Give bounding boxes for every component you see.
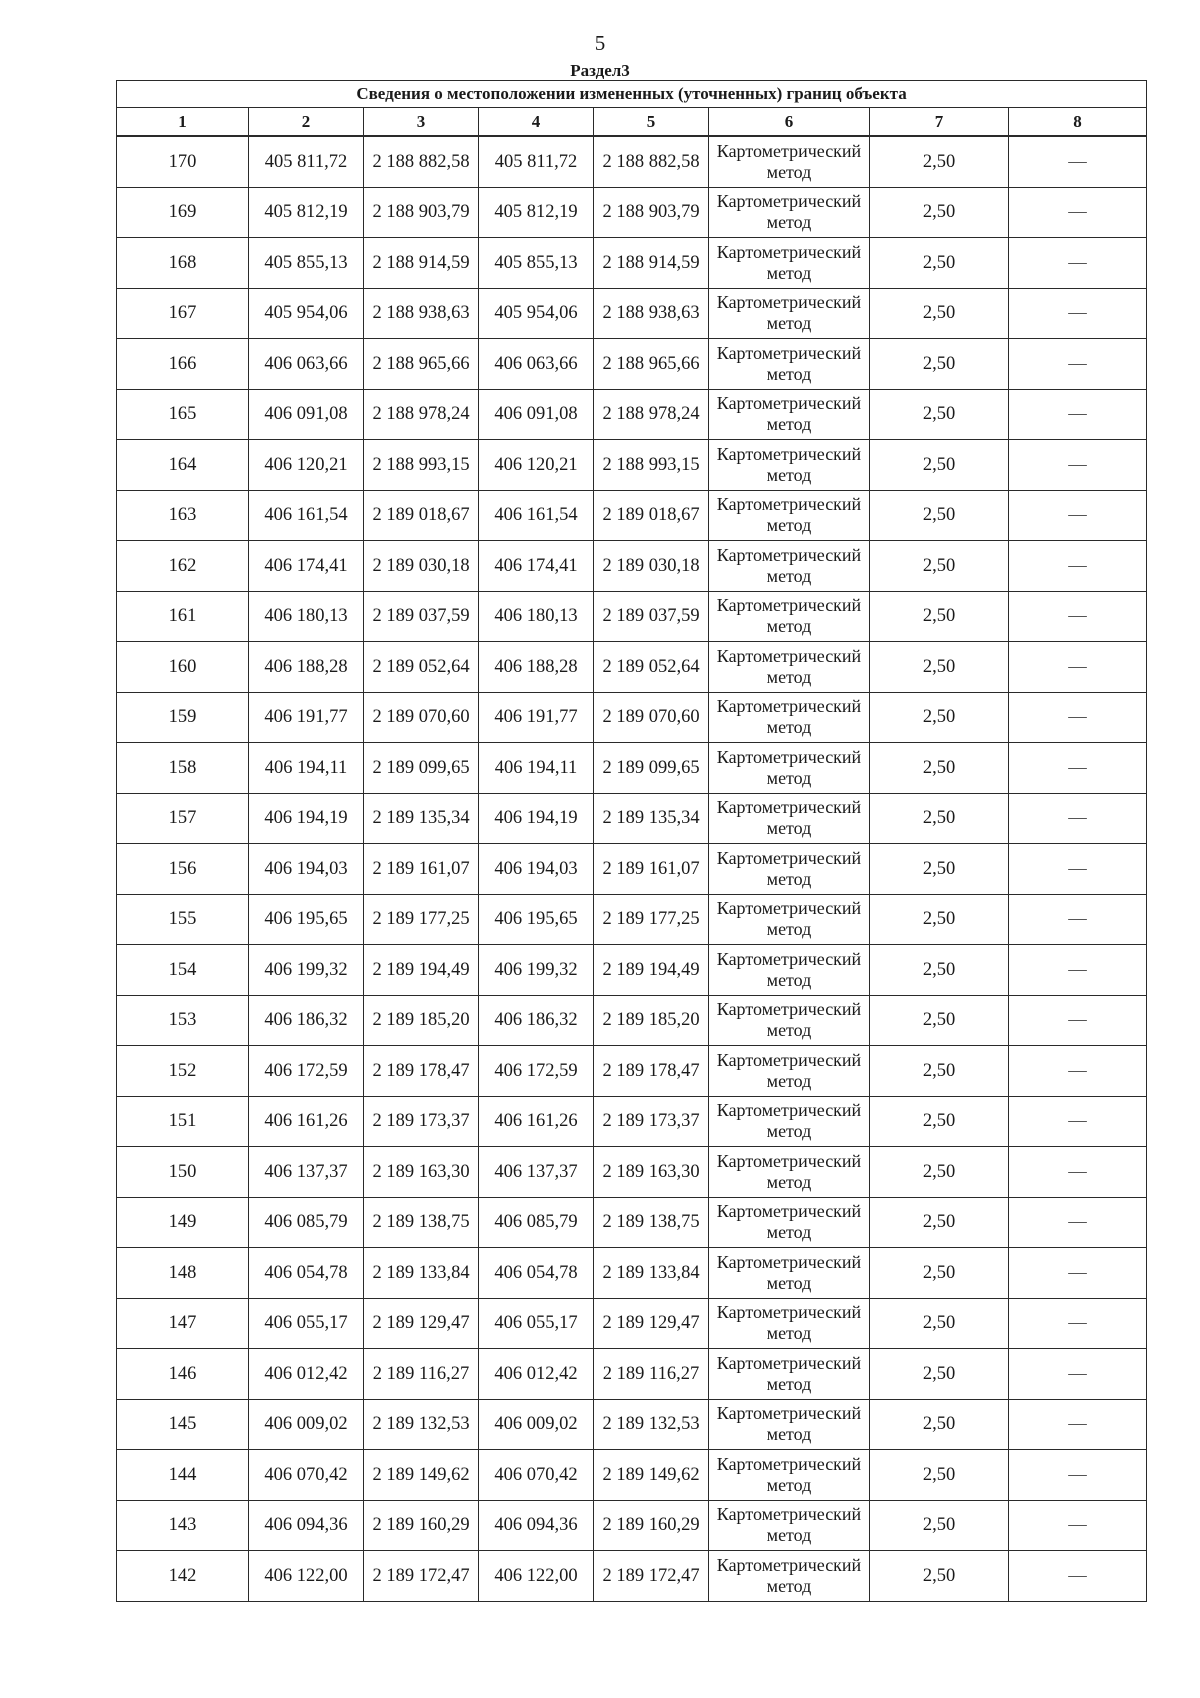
determination-method-cell: Картометрический метод bbox=[709, 1450, 870, 1501]
y-coordinate-refined-cell: 2 189 037,59 bbox=[594, 591, 709, 642]
determination-method-cell: Картометрический метод bbox=[709, 1248, 870, 1299]
note-cell: — bbox=[1009, 692, 1147, 743]
accuracy-cell: 2,50 bbox=[870, 238, 1009, 289]
determination-method-cell: Картометрический метод bbox=[709, 1349, 870, 1400]
determination-method-cell: Картометрический метод bbox=[709, 1096, 870, 1147]
table-row bbox=[117, 642, 1147, 693]
table-row bbox=[117, 490, 1147, 541]
determination-method-cell: Картометрический метод bbox=[709, 136, 870, 187]
y-coordinate-existing-cell: 2 189 177,25 bbox=[364, 894, 479, 945]
y-coordinate-refined-cell: 2 189 116,27 bbox=[594, 1349, 709, 1400]
determination-method-cell: Картометрический метод bbox=[709, 793, 870, 844]
x-coordinate-existing-cell: 406 186,32 bbox=[249, 995, 364, 1046]
point-number-cell: 152 bbox=[117, 1046, 249, 1097]
x-coordinate-refined-cell: 406 063,66 bbox=[479, 339, 594, 390]
x-coordinate-refined-cell: 406 122,00 bbox=[479, 1551, 594, 1602]
note-cell: — bbox=[1009, 1399, 1147, 1450]
x-coordinate-refined-cell: 406 188,28 bbox=[479, 642, 594, 693]
y-coordinate-existing-cell: 2 189 149,62 bbox=[364, 1450, 479, 1501]
x-coordinate-existing-cell: 406 054,78 bbox=[249, 1248, 364, 1299]
x-coordinate-refined-cell: 406 194,19 bbox=[479, 793, 594, 844]
point-number-cell: 150 bbox=[117, 1147, 249, 1198]
point-number-cell: 143 bbox=[117, 1500, 249, 1551]
note-cell: — bbox=[1009, 1096, 1147, 1147]
y-coordinate-refined-cell: 2 189 173,37 bbox=[594, 1096, 709, 1147]
table-row bbox=[117, 1298, 1147, 1349]
note-cell: — bbox=[1009, 894, 1147, 945]
y-coordinate-existing-cell: 2 189 037,59 bbox=[364, 591, 479, 642]
determination-method-cell: Картометрический метод bbox=[709, 1551, 870, 1602]
y-coordinate-existing-cell: 2 189 132,53 bbox=[364, 1399, 479, 1450]
column-number: 5 bbox=[594, 108, 709, 137]
y-coordinate-refined-cell: 2 189 133,84 bbox=[594, 1248, 709, 1299]
x-coordinate-existing-cell: 405 812,19 bbox=[249, 187, 364, 238]
table-row bbox=[117, 541, 1147, 592]
accuracy-cell: 2,50 bbox=[870, 793, 1009, 844]
point-number-cell: 156 bbox=[117, 844, 249, 895]
y-coordinate-existing-cell: 2 188 938,63 bbox=[364, 288, 479, 339]
table-row bbox=[117, 1248, 1147, 1299]
table-row bbox=[117, 389, 1147, 440]
accuracy-cell: 2,50 bbox=[870, 1096, 1009, 1147]
x-coordinate-refined-cell: 406 120,21 bbox=[479, 440, 594, 491]
determination-method-cell: Картометрический метод bbox=[709, 591, 870, 642]
y-coordinate-existing-cell: 2 189 138,75 bbox=[364, 1197, 479, 1248]
point-number-cell: 159 bbox=[117, 692, 249, 743]
note-cell: — bbox=[1009, 136, 1147, 187]
accuracy-cell: 2,50 bbox=[870, 692, 1009, 743]
table-row bbox=[117, 692, 1147, 743]
x-coordinate-refined-cell: 406 054,78 bbox=[479, 1248, 594, 1299]
y-coordinate-existing-cell: 2 189 018,67 bbox=[364, 490, 479, 541]
column-number: 8 bbox=[1009, 108, 1147, 137]
x-coordinate-existing-cell: 405 855,13 bbox=[249, 238, 364, 289]
table-row bbox=[117, 1046, 1147, 1097]
determination-method-cell: Картометрический метод bbox=[709, 1197, 870, 1248]
x-coordinate-refined-cell: 406 186,32 bbox=[479, 995, 594, 1046]
table-row bbox=[117, 238, 1147, 289]
y-coordinate-existing-cell: 2 189 160,29 bbox=[364, 1500, 479, 1551]
determination-method-cell: Картометрический метод bbox=[709, 844, 870, 895]
y-coordinate-refined-cell: 2 189 138,75 bbox=[594, 1197, 709, 1248]
note-cell: — bbox=[1009, 945, 1147, 996]
accuracy-cell: 2,50 bbox=[870, 440, 1009, 491]
y-coordinate-existing-cell: 2 188 903,79 bbox=[364, 187, 479, 238]
note-cell: — bbox=[1009, 490, 1147, 541]
table-row bbox=[117, 995, 1147, 1046]
note-cell: — bbox=[1009, 642, 1147, 693]
note-cell: — bbox=[1009, 1046, 1147, 1097]
x-coordinate-existing-cell: 406 194,11 bbox=[249, 743, 364, 794]
note-cell: — bbox=[1009, 1248, 1147, 1299]
accuracy-cell: 2,50 bbox=[870, 1551, 1009, 1602]
x-coordinate-existing-cell: 406 194,03 bbox=[249, 844, 364, 895]
accuracy-cell: 2,50 bbox=[870, 1197, 1009, 1248]
y-coordinate-existing-cell: 2 189 163,30 bbox=[364, 1147, 479, 1198]
determination-method-cell: Картометрический метод bbox=[709, 490, 870, 541]
x-coordinate-refined-cell: 406 091,08 bbox=[479, 389, 594, 440]
point-number-cell: 165 bbox=[117, 389, 249, 440]
y-coordinate-existing-cell: 2 189 099,65 bbox=[364, 743, 479, 794]
y-coordinate-existing-cell: 2 189 194,49 bbox=[364, 945, 479, 996]
table-row bbox=[117, 136, 1147, 187]
x-coordinate-refined-cell: 406 191,77 bbox=[479, 692, 594, 743]
note-cell: — bbox=[1009, 238, 1147, 289]
determination-method-cell: Картометрический метод bbox=[709, 1399, 870, 1450]
table-row bbox=[117, 1500, 1147, 1551]
point-number-cell: 144 bbox=[117, 1450, 249, 1501]
x-coordinate-existing-cell: 406 063,66 bbox=[249, 339, 364, 390]
y-coordinate-refined-cell: 2 189 052,64 bbox=[594, 642, 709, 693]
x-coordinate-existing-cell: 406 195,65 bbox=[249, 894, 364, 945]
accuracy-cell: 2,50 bbox=[870, 591, 1009, 642]
accuracy-cell: 2,50 bbox=[870, 894, 1009, 945]
y-coordinate-refined-cell: 2 188 978,24 bbox=[594, 389, 709, 440]
table-row bbox=[117, 793, 1147, 844]
y-coordinate-refined-cell: 2 188 965,66 bbox=[594, 339, 709, 390]
y-coordinate-refined-cell: 2 189 018,67 bbox=[594, 490, 709, 541]
x-coordinate-existing-cell: 406 122,00 bbox=[249, 1551, 364, 1602]
determination-method-cell: Картометрический метод bbox=[709, 995, 870, 1046]
table-row bbox=[117, 1147, 1147, 1198]
y-coordinate-existing-cell: 2 188 978,24 bbox=[364, 389, 479, 440]
table-row bbox=[117, 1450, 1147, 1501]
y-coordinate-refined-cell: 2 188 938,63 bbox=[594, 288, 709, 339]
x-coordinate-refined-cell: 406 085,79 bbox=[479, 1197, 594, 1248]
y-coordinate-existing-cell: 2 189 052,64 bbox=[364, 642, 479, 693]
y-coordinate-refined-cell: 2 189 177,25 bbox=[594, 894, 709, 945]
y-coordinate-existing-cell: 2 189 129,47 bbox=[364, 1298, 479, 1349]
y-coordinate-existing-cell: 2 188 993,15 bbox=[364, 440, 479, 491]
y-coordinate-existing-cell: 2 189 030,18 bbox=[364, 541, 479, 592]
point-number-cell: 169 bbox=[117, 187, 249, 238]
determination-method-cell: Картометрический метод bbox=[709, 288, 870, 339]
column-number: 2 bbox=[249, 108, 364, 137]
note-cell: — bbox=[1009, 995, 1147, 1046]
y-coordinate-refined-cell: 2 189 161,07 bbox=[594, 844, 709, 895]
y-coordinate-existing-cell: 2 188 914,59 bbox=[364, 238, 479, 289]
point-number-cell: 146 bbox=[117, 1349, 249, 1400]
point-number-cell: 147 bbox=[117, 1298, 249, 1349]
determination-method-cell: Картометрический метод bbox=[709, 1298, 870, 1349]
table-row bbox=[117, 1551, 1147, 1602]
table-row bbox=[117, 339, 1147, 390]
point-number-cell: 168 bbox=[117, 238, 249, 289]
note-cell: — bbox=[1009, 1298, 1147, 1349]
note-cell: — bbox=[1009, 743, 1147, 794]
y-coordinate-refined-cell: 2 189 099,65 bbox=[594, 743, 709, 794]
y-coordinate-existing-cell: 2 189 116,27 bbox=[364, 1349, 479, 1400]
column-number: 1 bbox=[117, 108, 249, 137]
table-row bbox=[117, 1197, 1147, 1248]
table-row bbox=[117, 187, 1147, 238]
table-row bbox=[117, 743, 1147, 794]
accuracy-cell: 2,50 bbox=[870, 1349, 1009, 1400]
note-cell: — bbox=[1009, 844, 1147, 895]
x-coordinate-refined-cell: 406 094,36 bbox=[479, 1500, 594, 1551]
table-row bbox=[117, 844, 1147, 895]
x-coordinate-refined-cell: 406 161,26 bbox=[479, 1096, 594, 1147]
determination-method-cell: Картометрический метод bbox=[709, 1500, 870, 1551]
x-coordinate-existing-cell: 406 009,02 bbox=[249, 1399, 364, 1450]
accuracy-cell: 2,50 bbox=[870, 541, 1009, 592]
y-coordinate-refined-cell: 2 188 914,59 bbox=[594, 238, 709, 289]
note-cell: — bbox=[1009, 793, 1147, 844]
point-number-cell: 155 bbox=[117, 894, 249, 945]
x-coordinate-refined-cell: 406 012,42 bbox=[479, 1349, 594, 1400]
y-coordinate-refined-cell: 2 189 185,20 bbox=[594, 995, 709, 1046]
point-number-cell: 154 bbox=[117, 945, 249, 996]
x-coordinate-refined-cell: 406 137,37 bbox=[479, 1147, 594, 1198]
x-coordinate-refined-cell: 405 812,19 bbox=[479, 187, 594, 238]
section-title: Раздел3 bbox=[570, 61, 630, 80]
point-number-cell: 162 bbox=[117, 541, 249, 592]
x-coordinate-existing-cell: 405 954,06 bbox=[249, 288, 364, 339]
x-coordinate-existing-cell: 405 811,72 bbox=[249, 136, 364, 187]
y-coordinate-refined-cell: 2 189 070,60 bbox=[594, 692, 709, 743]
accuracy-cell: 2,50 bbox=[870, 1500, 1009, 1551]
accuracy-cell: 2,50 bbox=[870, 389, 1009, 440]
table-row bbox=[117, 288, 1147, 339]
y-coordinate-refined-cell: 2 188 903,79 bbox=[594, 187, 709, 238]
point-number-cell: 158 bbox=[117, 743, 249, 794]
point-number-cell: 167 bbox=[117, 288, 249, 339]
note-cell: — bbox=[1009, 1450, 1147, 1501]
y-coordinate-refined-cell: 2 189 135,34 bbox=[594, 793, 709, 844]
x-coordinate-existing-cell: 406 191,77 bbox=[249, 692, 364, 743]
y-coordinate-existing-cell: 2 189 178,47 bbox=[364, 1046, 479, 1097]
accuracy-cell: 2,50 bbox=[870, 187, 1009, 238]
y-coordinate-existing-cell: 2 189 161,07 bbox=[364, 844, 479, 895]
y-coordinate-refined-cell: 2 189 129,47 bbox=[594, 1298, 709, 1349]
accuracy-cell: 2,50 bbox=[870, 1298, 1009, 1349]
table-row bbox=[117, 1349, 1147, 1400]
table-row bbox=[117, 894, 1147, 945]
x-coordinate-refined-cell: 406 161,54 bbox=[479, 490, 594, 541]
x-coordinate-refined-cell: 406 180,13 bbox=[479, 591, 594, 642]
accuracy-cell: 2,50 bbox=[870, 844, 1009, 895]
note-cell: — bbox=[1009, 389, 1147, 440]
point-number-cell: 153 bbox=[117, 995, 249, 1046]
column-number: 3 bbox=[364, 108, 479, 137]
note-cell: — bbox=[1009, 1147, 1147, 1198]
y-coordinate-refined-cell: 2 189 163,30 bbox=[594, 1147, 709, 1198]
column-number: 4 bbox=[479, 108, 594, 137]
x-coordinate-existing-cell: 406 180,13 bbox=[249, 591, 364, 642]
x-coordinate-existing-cell: 406 161,26 bbox=[249, 1096, 364, 1147]
y-coordinate-refined-cell: 2 189 160,29 bbox=[594, 1500, 709, 1551]
note-cell: — bbox=[1009, 1500, 1147, 1551]
accuracy-cell: 2,50 bbox=[870, 288, 1009, 339]
x-coordinate-existing-cell: 406 055,17 bbox=[249, 1298, 364, 1349]
determination-method-cell: Картометрический метод bbox=[709, 187, 870, 238]
x-coordinate-existing-cell: 406 091,08 bbox=[249, 389, 364, 440]
determination-method-cell: Картометрический метод bbox=[709, 945, 870, 996]
accuracy-cell: 2,50 bbox=[870, 1450, 1009, 1501]
determination-method-cell: Картометрический метод bbox=[709, 692, 870, 743]
accuracy-cell: 2,50 bbox=[870, 1399, 1009, 1450]
accuracy-cell: 2,50 bbox=[870, 136, 1009, 187]
note-cell: — bbox=[1009, 187, 1147, 238]
accuracy-cell: 2,50 bbox=[870, 1046, 1009, 1097]
y-coordinate-existing-cell: 2 189 070,60 bbox=[364, 692, 479, 743]
y-coordinate-refined-cell: 2 188 882,58 bbox=[594, 136, 709, 187]
determination-method-cell: Картометрический метод bbox=[709, 541, 870, 592]
x-coordinate-refined-cell: 405 811,72 bbox=[479, 136, 594, 187]
y-coordinate-refined-cell: 2 188 993,15 bbox=[594, 440, 709, 491]
note-cell: — bbox=[1009, 339, 1147, 390]
x-coordinate-refined-cell: 406 009,02 bbox=[479, 1399, 594, 1450]
y-coordinate-existing-cell: 2 188 882,58 bbox=[364, 136, 479, 187]
point-number-cell: 161 bbox=[117, 591, 249, 642]
x-coordinate-refined-cell: 406 194,03 bbox=[479, 844, 594, 895]
x-coordinate-refined-cell: 406 174,41 bbox=[479, 541, 594, 592]
x-coordinate-refined-cell: 406 055,17 bbox=[479, 1298, 594, 1349]
y-coordinate-refined-cell: 2 189 132,53 bbox=[594, 1399, 709, 1450]
point-number-cell: 151 bbox=[117, 1096, 249, 1147]
x-coordinate-refined-cell: 406 199,32 bbox=[479, 945, 594, 996]
x-coordinate-existing-cell: 406 085,79 bbox=[249, 1197, 364, 1248]
y-coordinate-refined-cell: 2 189 194,49 bbox=[594, 945, 709, 996]
determination-method-cell: Картометрический метод bbox=[709, 440, 870, 491]
table-row bbox=[117, 1096, 1147, 1147]
point-number-cell: 142 bbox=[117, 1551, 249, 1602]
accuracy-cell: 2,50 bbox=[870, 743, 1009, 794]
point-number-cell: 160 bbox=[117, 642, 249, 693]
point-number-cell: 148 bbox=[117, 1248, 249, 1299]
y-coordinate-existing-cell: 2 189 172,47 bbox=[364, 1551, 479, 1602]
point-number-cell: 145 bbox=[117, 1399, 249, 1450]
point-number-cell: 157 bbox=[117, 793, 249, 844]
x-coordinate-refined-cell: 406 172,59 bbox=[479, 1046, 594, 1097]
x-coordinate-refined-cell: 406 194,11 bbox=[479, 743, 594, 794]
accuracy-cell: 2,50 bbox=[870, 490, 1009, 541]
x-coordinate-existing-cell: 406 120,21 bbox=[249, 440, 364, 491]
y-coordinate-existing-cell: 2 189 135,34 bbox=[364, 793, 479, 844]
x-coordinate-existing-cell: 406 194,19 bbox=[249, 793, 364, 844]
determination-method-cell: Картометрический метод bbox=[709, 389, 870, 440]
x-coordinate-existing-cell: 406 188,28 bbox=[249, 642, 364, 693]
determination-method-cell: Картометрический метод bbox=[709, 743, 870, 794]
y-coordinate-refined-cell: 2 189 030,18 bbox=[594, 541, 709, 592]
note-cell: — bbox=[1009, 1551, 1147, 1602]
determination-method-cell: Картометрический метод bbox=[709, 238, 870, 289]
x-coordinate-existing-cell: 406 012,42 bbox=[249, 1349, 364, 1400]
note-cell: — bbox=[1009, 1349, 1147, 1400]
accuracy-cell: 2,50 bbox=[870, 945, 1009, 996]
table-row bbox=[117, 440, 1147, 491]
x-coordinate-existing-cell: 406 172,59 bbox=[249, 1046, 364, 1097]
y-coordinate-refined-cell: 2 189 178,47 bbox=[594, 1046, 709, 1097]
determination-method-cell: Картометрический метод bbox=[709, 1046, 870, 1097]
note-cell: — bbox=[1009, 440, 1147, 491]
note-cell: — bbox=[1009, 1197, 1147, 1248]
boundary-coordinates-table bbox=[116, 80, 1147, 1602]
note-cell: — bbox=[1009, 288, 1147, 339]
point-number-cell: 166 bbox=[117, 339, 249, 390]
point-number-cell: 170 bbox=[117, 136, 249, 187]
note-cell: — bbox=[1009, 591, 1147, 642]
y-coordinate-existing-cell: 2 189 173,37 bbox=[364, 1096, 479, 1147]
accuracy-cell: 2,50 bbox=[870, 1147, 1009, 1198]
determination-method-cell: Картометрический метод bbox=[709, 1147, 870, 1198]
table-row bbox=[117, 1399, 1147, 1450]
column-number: 6 bbox=[709, 108, 870, 137]
accuracy-cell: 2,50 bbox=[870, 642, 1009, 693]
determination-method-cell: Картометрический метод bbox=[709, 894, 870, 945]
table-row bbox=[117, 591, 1147, 642]
point-number-cell: 164 bbox=[117, 440, 249, 491]
x-coordinate-existing-cell: 406 070,42 bbox=[249, 1450, 364, 1501]
x-coordinate-refined-cell: 405 954,06 bbox=[479, 288, 594, 339]
accuracy-cell: 2,50 bbox=[870, 1248, 1009, 1299]
y-coordinate-existing-cell: 2 189 133,84 bbox=[364, 1248, 479, 1299]
accuracy-cell: 2,50 bbox=[870, 339, 1009, 390]
y-coordinate-existing-cell: 2 189 185,20 bbox=[364, 995, 479, 1046]
x-coordinate-existing-cell: 406 199,32 bbox=[249, 945, 364, 996]
table-row bbox=[117, 945, 1147, 996]
x-coordinate-existing-cell: 406 174,41 bbox=[249, 541, 364, 592]
y-coordinate-existing-cell: 2 188 965,66 bbox=[364, 339, 479, 390]
y-coordinate-refined-cell: 2 189 149,62 bbox=[594, 1450, 709, 1501]
determination-method-cell: Картометрический метод bbox=[709, 339, 870, 390]
table-caption: Сведения о местоположении измененных (уточненных) границ объекта bbox=[117, 81, 1147, 108]
point-number-cell: 149 bbox=[117, 1197, 249, 1248]
determination-method-cell: Картометрический метод bbox=[709, 642, 870, 693]
x-coordinate-existing-cell: 406 137,37 bbox=[249, 1147, 364, 1198]
x-coordinate-refined-cell: 406 070,42 bbox=[479, 1450, 594, 1501]
x-coordinate-refined-cell: 406 195,65 bbox=[479, 894, 594, 945]
page-number: 5 bbox=[594, 31, 606, 55]
x-coordinate-existing-cell: 406 161,54 bbox=[249, 490, 364, 541]
point-number-cell: 163 bbox=[117, 490, 249, 541]
x-coordinate-existing-cell: 406 094,36 bbox=[249, 1500, 364, 1551]
y-coordinate-refined-cell: 2 189 172,47 bbox=[594, 1551, 709, 1602]
column-number: 7 bbox=[870, 108, 1009, 137]
note-cell: — bbox=[1009, 541, 1147, 592]
x-coordinate-refined-cell: 405 855,13 bbox=[479, 238, 594, 289]
accuracy-cell: 2,50 bbox=[870, 995, 1009, 1046]
